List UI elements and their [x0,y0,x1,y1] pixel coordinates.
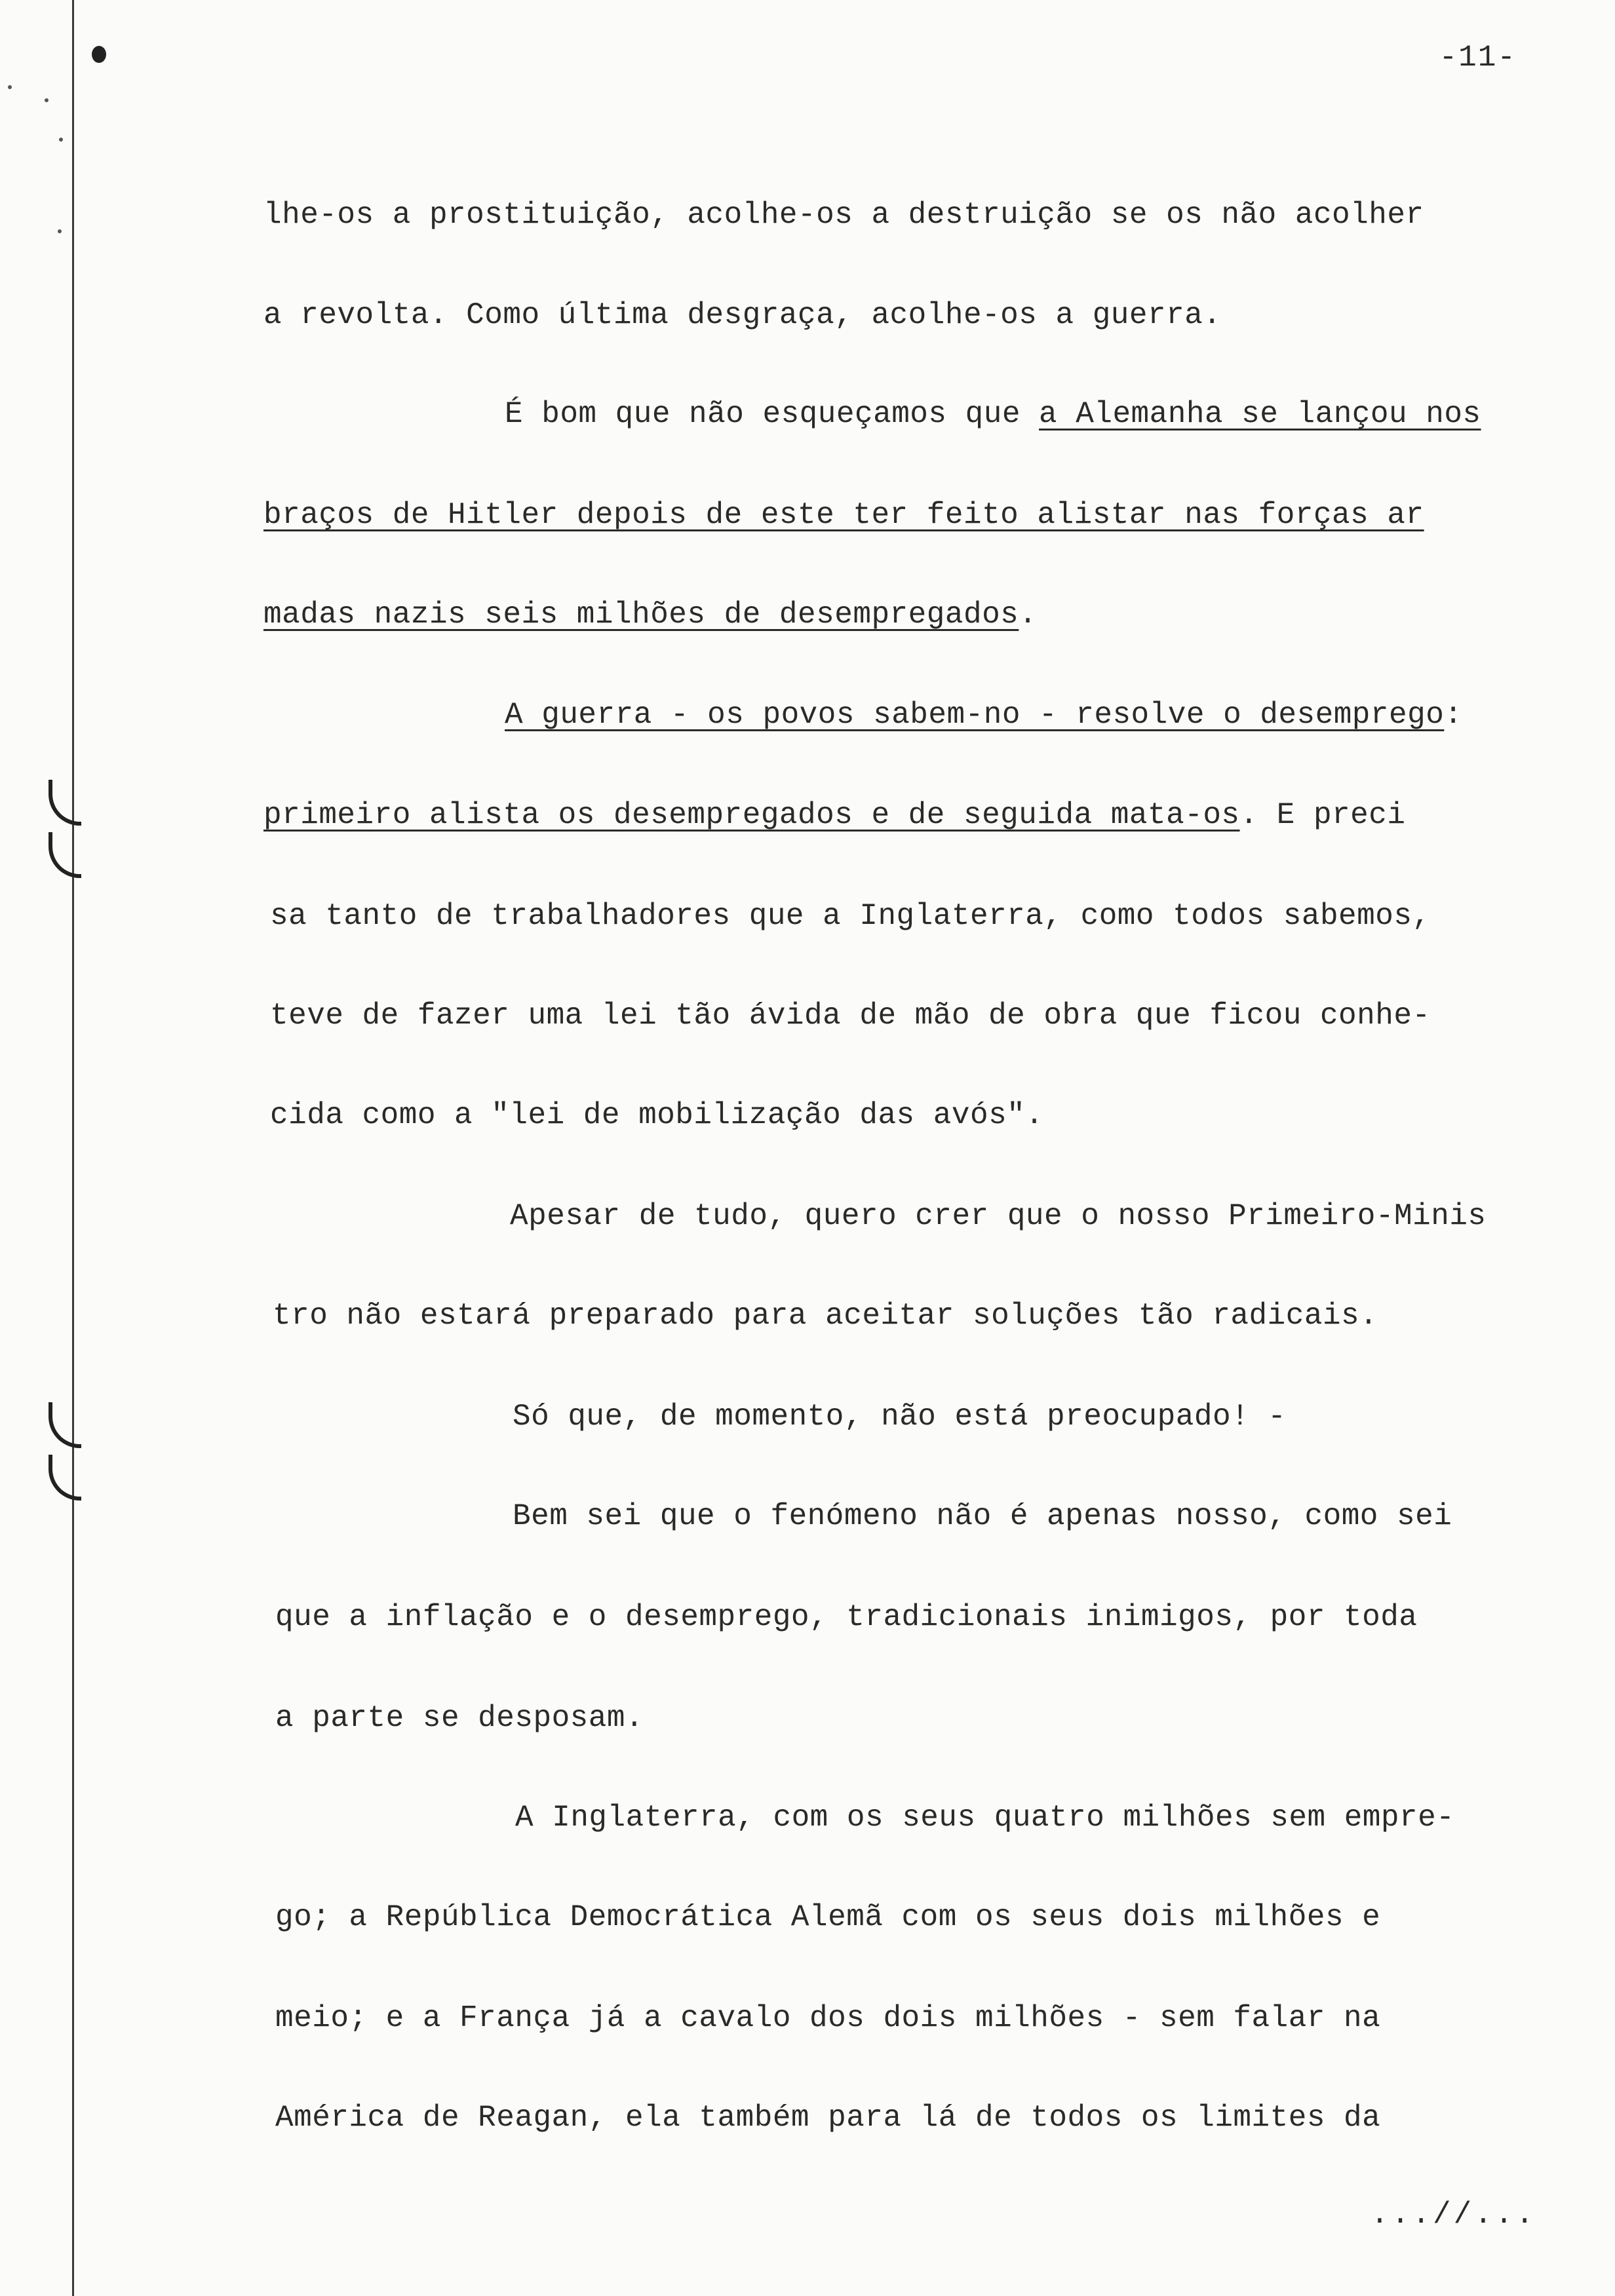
text-line: Apesar de tudo, quero crer que o nosso Primeiro-Minis [510,1199,1487,1233]
text-line: que a inflação e o desemprego, tradicionais inimigos, por toda [275,1600,1418,1634]
underlined-text: a Alemanha se lançou nos [1039,397,1481,431]
underlined-text: A guerra - os povos sabem-no - resolve o desemprego [505,698,1445,732]
underlined-text: primeiro alista os desempregados e de seguida mata-os [263,798,1240,832]
underlined-text: braços de Hitler depois de este ter feito alistar nas forças ar [263,498,1424,532]
text-line [263,498,1424,532]
text-line: a parte se desposam. [275,1701,644,1735]
text-line [505,397,1481,431]
text-line: lhe-os a prostituição, acolhe-os a destruição se os não acolher [263,198,1424,232]
staple-mark [49,780,81,826]
page-number: -11- [1439,41,1517,75]
staple-mark [49,1402,81,1448]
text-line: Bem sei que o fenómeno não é apenas nosso, como sei [513,1499,1452,1533]
continuation-mark: ...//... [1371,2198,1536,2232]
text-segment: : [1444,698,1463,732]
text-line: go; a República Democrática Alemã com os seus dois milhões e [275,1900,1381,1934]
text-line: tro não estará preparado para aceitar soluções tão radicais. [273,1299,1378,1333]
underlined-text: madas nazis seis milhões de desempregados [263,598,1019,632]
text-line: Só que, de momento, não está preocupado! - [513,1400,1287,1434]
text-line [263,798,1406,832]
speck [59,138,63,142]
text-line [505,698,1462,732]
staple-mark [49,1455,81,1501]
text-line [263,598,1037,632]
text-line: sa tanto de trabalhadores que a Inglaterra, como todos sabemos, [270,899,1431,933]
speck [8,85,12,89]
text-segment: É bom que não esqueçamos que [505,397,1040,431]
text-line: a revolta. Como última desgraça, acolhe-os a guerra. [263,298,1222,332]
text-line: A Inglaterra, com os seus quatro milhões sem empre- [515,1801,1455,1835]
text-segment: . E preci [1239,798,1406,832]
speck [58,229,62,233]
text-segment: . [1019,598,1038,632]
left-margin-rule [72,0,74,2296]
text-line: meio; e a França já a cavalo dos dois milhões - sem falar na [275,2001,1381,2035]
speck [45,98,49,102]
staple-mark [49,832,81,878]
text-line: teve de fazer uma lei tão ávida de mão de obra que ficou conhe- [270,999,1431,1033]
text-line: cida como a "lei de mobilização das avós". [270,1098,1044,1132]
text-line: América de Reagan, ela também para lá de todos os limites da [275,2101,1381,2135]
punch-hole-mark [92,46,106,63]
